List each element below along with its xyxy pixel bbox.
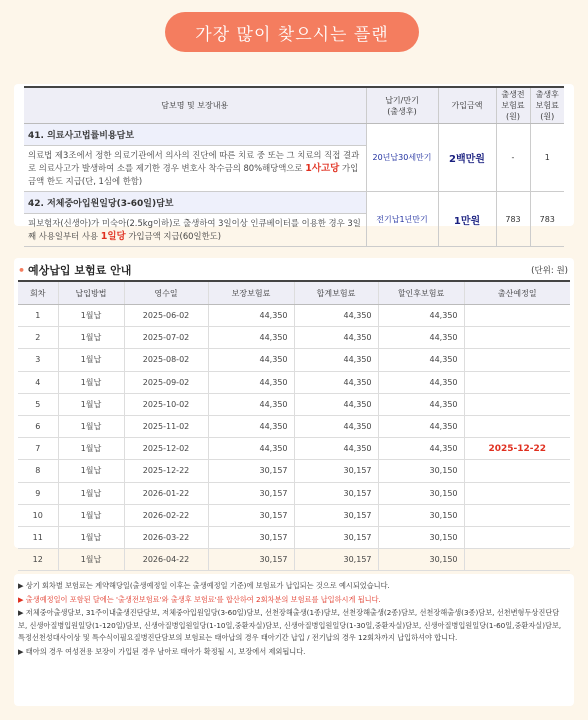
- coverage-title: 41. 의료사고법률비용담보: [24, 124, 366, 146]
- row-due-date: [464, 549, 570, 571]
- note-item: ▶ 상기 회차별 보험료는 계약해당일(출생예정일 이후는 출생예정일 기준)에 보험료가 납입되는 것으로 예시되었습니다.: [18, 581, 390, 590]
- row-number: 9: [18, 482, 58, 504]
- coverage-item-title: [24, 192, 564, 214]
- row-cover-premium: 30,157: [208, 526, 294, 548]
- table-row: [18, 482, 570, 504]
- coverage-period: 20년납30세만기: [366, 124, 438, 192]
- row-due-date: 2025-12-22: [464, 438, 570, 460]
- row-method: 1월납: [58, 305, 124, 327]
- row-total-premium: 44,350: [294, 327, 378, 349]
- table-row: [18, 371, 570, 393]
- row-due-date: [464, 327, 570, 349]
- row-number: 11: [18, 526, 58, 548]
- coverage-before: -: [496, 124, 530, 192]
- table-row: [18, 415, 570, 437]
- row-cover-premium: 44,350: [208, 415, 294, 437]
- schedule-header-cell: 보장보험료: [208, 281, 294, 305]
- schedule-header-cell: 납입방법: [58, 281, 124, 305]
- note-item: ▶ 저체중아출생담보, 31주이내출생진단담보, 저체중아입원일당(3-60일)담보, 선천장해출생(1종)담보, 선천장해출생(2종)담보, 선천장해출생(3종)담보, 선천변형두상진단담보, 신생아질병입원일당(1-120일)담보, 신생아질병입원일당(1-10일,중환자실)담보, 신생아질병입원일당(1-30일,중환자실)담보, 신생아질병입원일당(1-60일,중환자실)담보, 특정선천성대사이상 및 특수식이필요질병진단담보의 보험료는 태아납의 경우 태아기간 납입 / 전기납의 경우 12회차까지 납입하셔야 합니다.: [18, 608, 562, 642]
- coverage-before: 783: [496, 192, 530, 247]
- coverage-header-name: 담보명 및 보장내용: [24, 87, 366, 124]
- row-date: 2025-08-02: [124, 349, 208, 371]
- schedule-unit: (단위: 원): [531, 266, 568, 276]
- coverage-after: 783: [530, 192, 564, 247]
- row-discount-premium: 30,150: [378, 482, 464, 504]
- schedule-header-row: [18, 281, 570, 305]
- table-row: [18, 438, 570, 460]
- row-total-premium: 44,350: [294, 415, 378, 437]
- row-method: 1월납: [58, 438, 124, 460]
- row-method: 1월납: [58, 460, 124, 482]
- row-due-date: [464, 526, 570, 548]
- row-date: 2025-12-02: [124, 438, 208, 460]
- row-total-premium: 44,350: [294, 305, 378, 327]
- row-method: 1월납: [58, 482, 124, 504]
- row-date: 2026-01-22: [124, 482, 208, 504]
- row-date: 2025-12-22: [124, 460, 208, 482]
- row-date: 2026-02-22: [124, 504, 208, 526]
- row-number: 8: [18, 460, 58, 482]
- row-discount-premium: 30,150: [378, 549, 464, 571]
- coverage-amount: 1만원: [438, 192, 496, 247]
- row-total-premium: 44,350: [294, 349, 378, 371]
- row-total-premium: 44,350: [294, 438, 378, 460]
- coverage-table: [24, 86, 564, 247]
- row-discount-premium: 44,350: [378, 305, 464, 327]
- row-method: 1월납: [58, 393, 124, 415]
- row-discount-premium: 44,350: [378, 327, 464, 349]
- plan-banner: 가장 많이 찾으시는 플랜: [165, 12, 419, 52]
- schedule-header-cell: 합계보험료: [294, 281, 378, 305]
- table-row: [18, 504, 570, 526]
- row-due-date: [464, 460, 570, 482]
- table-row: [18, 549, 570, 571]
- row-discount-premium: 30,150: [378, 460, 464, 482]
- coverage-period: 전기납1년만기: [366, 192, 438, 247]
- row-total-premium: 30,157: [294, 482, 378, 504]
- schedule-title: • 예상납입 보험료 안내: [18, 264, 132, 277]
- note-item-highlight: ▶ 출생예정일이 포함된 달에는 '출생전보험료'와 출생후 보험료'를 합산하여 2회차분의 보험료를 납입하시게 됩니다.: [18, 594, 381, 604]
- row-number: 10: [18, 504, 58, 526]
- table-row: [18, 393, 570, 415]
- bullet-dot-icon: •: [18, 264, 26, 277]
- coverage-description: 의료법 제3조에서 정한 의료기관에서 의사의 진단에 따른 치료 중 또는 그 치료의 직접 결과로 의료사고가 발생하여 소를 제기한 경우 변호사 착수금의 80%해당액으로 1사고당 가입금액 한도 지급(단, 1심에 한함): [24, 146, 366, 192]
- schedule-header-cell: 회차: [18, 281, 58, 305]
- coverage-header-row: [24, 87, 564, 124]
- table-row: [18, 305, 570, 327]
- coverage-card: [14, 84, 574, 242]
- row-cover-premium: 44,350: [208, 305, 294, 327]
- notes-card: [14, 574, 574, 706]
- schedule-header-cell: 영수일: [124, 281, 208, 305]
- coverage-amount: 2백만원: [438, 124, 496, 192]
- table-row: [18, 460, 570, 482]
- row-method: 1월납: [58, 327, 124, 349]
- row-method: 1월납: [58, 371, 124, 393]
- row-date: 2025-10-02: [124, 393, 208, 415]
- row-cover-premium: 44,350: [208, 371, 294, 393]
- row-due-date: [464, 504, 570, 526]
- coverage-description: 피보험자(신생아)가 미숙아(2.5kg이하)로 출생하여 3일이상 인큐베이터를 이용한 경우 3일째 사용일부터 사용 1일당 가입금액 지급(60일한도): [24, 214, 366, 247]
- row-number: 6: [18, 415, 58, 437]
- coverage-header-period: 납기/만기 (출생후): [366, 87, 438, 124]
- row-number: 7: [18, 438, 58, 460]
- table-row: [18, 349, 570, 371]
- row-date: 2025-06-02: [124, 305, 208, 327]
- row-total-premium: 30,157: [294, 504, 378, 526]
- schedule-card: [14, 258, 574, 565]
- row-number: 2: [18, 327, 58, 349]
- row-date: 2026-04-22: [124, 549, 208, 571]
- row-number: 1: [18, 305, 58, 327]
- row-date: 2025-07-02: [124, 327, 208, 349]
- coverage-header-amount: 가입금액: [438, 87, 496, 124]
- row-method: 1월납: [58, 549, 124, 571]
- row-cover-premium: 30,157: [208, 549, 294, 571]
- row-number: 5: [18, 393, 58, 415]
- row-due-date: [464, 349, 570, 371]
- row-discount-premium: 44,350: [378, 349, 464, 371]
- row-cover-premium: 44,350: [208, 349, 294, 371]
- row-due-date: [464, 415, 570, 437]
- coverage-header-before: 출생전 보험료(원): [496, 87, 530, 124]
- coverage-header-after: 출생후 보험료(원): [530, 87, 564, 124]
- row-method: 1월납: [58, 504, 124, 526]
- row-total-premium: 30,157: [294, 460, 378, 482]
- row-discount-premium: 44,350: [378, 415, 464, 437]
- row-discount-premium: 44,350: [378, 393, 464, 415]
- row-discount-premium: 30,150: [378, 504, 464, 526]
- row-method: 1월납: [58, 349, 124, 371]
- note-item: ▶ 태아의 경우 여성전용 보장이 가입된 경우 남아로 태아가 확정될 시, 보장에서 제외됩니다.: [18, 646, 306, 656]
- row-number: 3: [18, 349, 58, 371]
- row-discount-premium: 30,150: [378, 526, 464, 548]
- row-total-premium: 44,350: [294, 371, 378, 393]
- row-cover-premium: 44,350: [208, 438, 294, 460]
- row-due-date: [464, 305, 570, 327]
- row-cover-premium: 44,350: [208, 327, 294, 349]
- table-row: [18, 526, 570, 548]
- row-number: 4: [18, 371, 58, 393]
- row-due-date: [464, 371, 570, 393]
- row-date: 2025-09-02: [124, 371, 208, 393]
- row-due-date: [464, 482, 570, 504]
- row-cover-premium: 44,350: [208, 393, 294, 415]
- table-row: [18, 327, 570, 349]
- row-discount-premium: 44,350: [378, 438, 464, 460]
- row-cover-premium: 30,157: [208, 482, 294, 504]
- row-date: 2025-11-02: [124, 415, 208, 437]
- row-cover-premium: 30,157: [208, 460, 294, 482]
- coverage-title: 42. 저체중아입원일당(3-60일)담보: [24, 192, 366, 214]
- row-total-premium: 44,350: [294, 393, 378, 415]
- row-total-premium: 30,157: [294, 526, 378, 548]
- schedule-header-cell: 출산예정일: [464, 281, 570, 305]
- schedule-header-cell: 할인후보험료: [378, 281, 464, 305]
- row-total-premium: 30,157: [294, 549, 378, 571]
- row-due-date: [464, 393, 570, 415]
- notes-list: [18, 580, 566, 659]
- row-number: 12: [18, 549, 58, 571]
- coverage-item-title: [24, 124, 564, 146]
- row-method: 1월납: [58, 415, 124, 437]
- row-date: 2026-03-22: [124, 526, 208, 548]
- row-discount-premium: 44,350: [378, 371, 464, 393]
- schedule-table: [18, 280, 570, 571]
- row-method: 1월납: [58, 526, 124, 548]
- row-cover-premium: 30,157: [208, 504, 294, 526]
- coverage-after: 1: [530, 124, 564, 192]
